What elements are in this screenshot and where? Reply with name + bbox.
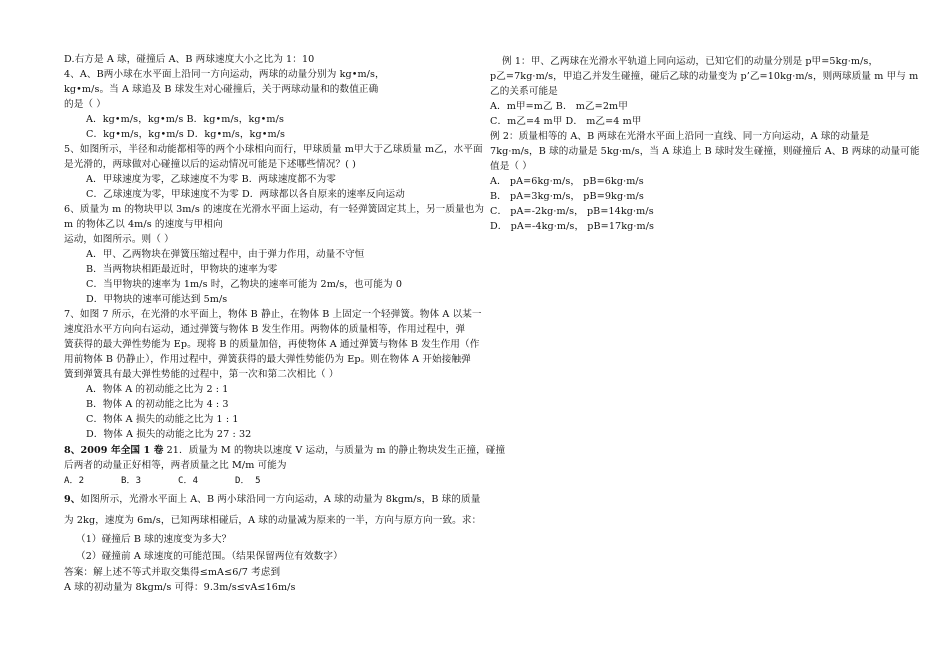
question-8-line xyxy=(64,443,506,458)
left-text-line: A．甲球速度为零，乙球速度不为零 B．两球速度都不为零 xyxy=(86,174,336,185)
answer-line: 答案：解上述不等式并取交集得≤mA≤6/7 考虑到 xyxy=(64,567,281,578)
left-text-line: D．物体 A 损失的动能之比为 27 : 32 xyxy=(86,429,252,440)
left-text-line: 6、质量为 m 的物块甲以 3m/s 的速度在光滑水平面上运动，有一轻弹簧固定其上，另一质量也为 xyxy=(64,204,485,215)
right-text-line: C．m乙=4 m甲 D． m乙=4 m甲 xyxy=(490,116,642,127)
left-text-line: 7、如图 7 所示，在光滑的水平面上，物体 B 静止，在物体 B 上固定一个轻弹簧。物体 A 以某一 xyxy=(64,309,482,320)
question-8-line2: 后两者的动量正好相等，两者质量之比 M/m 可能为 xyxy=(64,460,287,471)
question-9-number: 9、 xyxy=(64,494,81,505)
left-text-line: 4、A、B两小球在水平面上沿同一方向运动，两球的动量分别为 kg•m/s， xyxy=(64,69,385,80)
left-text-line: kg•m/s。当 A 球追及 B 球发生对心碰撞后，关于两球动量和的数值正确 xyxy=(64,84,379,95)
question-8-options xyxy=(64,473,474,489)
left-text-line: 5、如图所示，半径和动能都相等的两个小球相向而行，甲球质量 m甲大于乙球质量 m乙，水平面 xyxy=(64,144,483,155)
left-text-line: C．当甲物块的速率为 1m/s 时，乙物块的速率可能为 2m/s，也可能为 0 xyxy=(86,279,403,290)
right-text-line: 例 1：甲、乙两球在光滑水平轨道上同向运动，已知它们的动量分别是 p甲=5kg·m/s， xyxy=(502,56,879,67)
right-text-line: A．m甲=m乙 B． m乙=2m甲 xyxy=(490,101,628,112)
left-text-line: 是光滑的，两球做对心碰撞以后的运动情况可能是下述哪些情况？( ) xyxy=(64,159,356,170)
left-text-line: m 的物体乙以 4m/s 的速度与甲相向 xyxy=(64,219,223,230)
question-9-line xyxy=(64,489,481,510)
right-text-line: 例 2：质量相等的 A、B 两球在光滑水平面上沿同一直线、同一方向运动，A 球的动量是 xyxy=(490,131,870,142)
right-text-line: 7kg·m/s，B 球的动量是 5kg·m/s，当 A 球追上 B 球时发生碰撞，则碰撞后 A、B 两球的动量可能 xyxy=(490,146,920,157)
left-text-line: D.右方是 A 球，碰撞后 A、B 两球速度大小之比为 1：10 xyxy=(64,54,315,65)
left-text-line: B．物体 A 的初动能之比为 4 : 3 xyxy=(86,399,229,410)
left-text-line: 的是（ ） xyxy=(64,99,106,110)
left-text-line: A．kg•m/s，kg•m/s B．kg•m/s，kg•m/s xyxy=(86,114,284,125)
left-text-line: D．甲物块的速率可能达到 5m/s xyxy=(86,294,228,305)
right-text-line: 乙的关系可能是 xyxy=(490,86,558,97)
left-text-line: A．甲、乙两物块在弹簧压缩过程中，由于弹力作用，动量不守恒 xyxy=(86,249,365,260)
left-text-line: C．物体 A 损失的动能之比为 1 : 1 xyxy=(86,414,239,425)
left-text-line: 用前物体 B 仍静止），作用过程中，弹簧获得的最大弹性势能仍为 Ep。则在物体 A 开始接触弹 xyxy=(64,354,471,365)
right-text-line: D． pA=-4kg·m/s， pB=17kg·m/s xyxy=(490,221,655,232)
right-text-line: 值是（ ） xyxy=(490,161,532,172)
left-text-line: B．当两物块相距最近时，甲物块的速率为零 xyxy=(86,264,278,275)
left-text-line: C．kg•m/s，kg•m/s D．kg•m/s，kg•m/s xyxy=(86,129,286,140)
left-text-line: 簧获得的最大弹性势能为 Ep。现将 B 的质量加倍，再使物体 A 通过弹簧与物体 B 发生作用（作 xyxy=(64,339,480,350)
question-8-source: 8、2009 年全国 1 卷 xyxy=(64,445,164,456)
right-text-line: p乙=7kg·m/s，甲追乙并发生碰撞，碰后乙球的动量变为 p’乙=10kg·m/s，则两球质量 m 甲与 m xyxy=(490,71,919,82)
right-text-line: C． pA=-2kg·m/s， pB=14kg·m/s xyxy=(490,206,654,217)
question-8-text: 21．质量为 M 的物块以速度 V 运动，与质量为 m 的静止物块发生正撞，碰撞 xyxy=(163,445,506,456)
question-9-subquestion: （1）碰撞后 B 球的速度变为多大？ xyxy=(76,534,232,545)
right-column xyxy=(490,54,920,234)
question-9-text: 如图所示，光滑水平面上 A、B 两小球沿同一方向运动，A 球的动量为 8kgm/s，B 球的质量 xyxy=(80,494,481,505)
question-9-subquestion: （2）碰撞前 A 球速度的可能范围。（结果保留两位有效数字） xyxy=(76,551,343,562)
option-item: A．2 xyxy=(64,476,85,486)
right-text-line: B． pA=3kg·m/s， pB=9kg·m/s xyxy=(490,191,644,202)
option-item: C．4 xyxy=(178,476,199,486)
left-text-line: 运动，如图所示。则（ ） xyxy=(64,234,174,245)
left-text-line: C．乙球速度为零，甲球速度不为零 D．两球都以各自原来的速率反向运动 xyxy=(86,189,405,200)
question-9-text: 为 2kg，速度为 6m/s，已知两球相碰后，A 球的动量减为原来的一半，方向与原方向一致。求： xyxy=(64,515,482,526)
option-item: B．3 xyxy=(121,476,142,486)
answer-line: A 球的初动量为 8kgm/s 可得：9.3m/s≤vA≤16m/s xyxy=(64,582,296,593)
option-item: D． 5 xyxy=(235,476,261,486)
left-text-line: A．物体 A 的初动能之比为 2 : 1 xyxy=(86,384,229,395)
left-text-line: 簧到弹簧具有最大弹性势能的过程中，第一次和第二次相比（ ） xyxy=(64,369,339,380)
right-text-line: A． pA=6kg·m/s， pB=6kg·m/s xyxy=(490,176,644,187)
question-9-line xyxy=(64,510,482,531)
left-column xyxy=(64,52,506,595)
left-text-line: 速度沿水平方向向右运动，通过弹簧与物体 B 发生作用。两物体的质量相等，作用过程中，弹 xyxy=(64,324,466,335)
